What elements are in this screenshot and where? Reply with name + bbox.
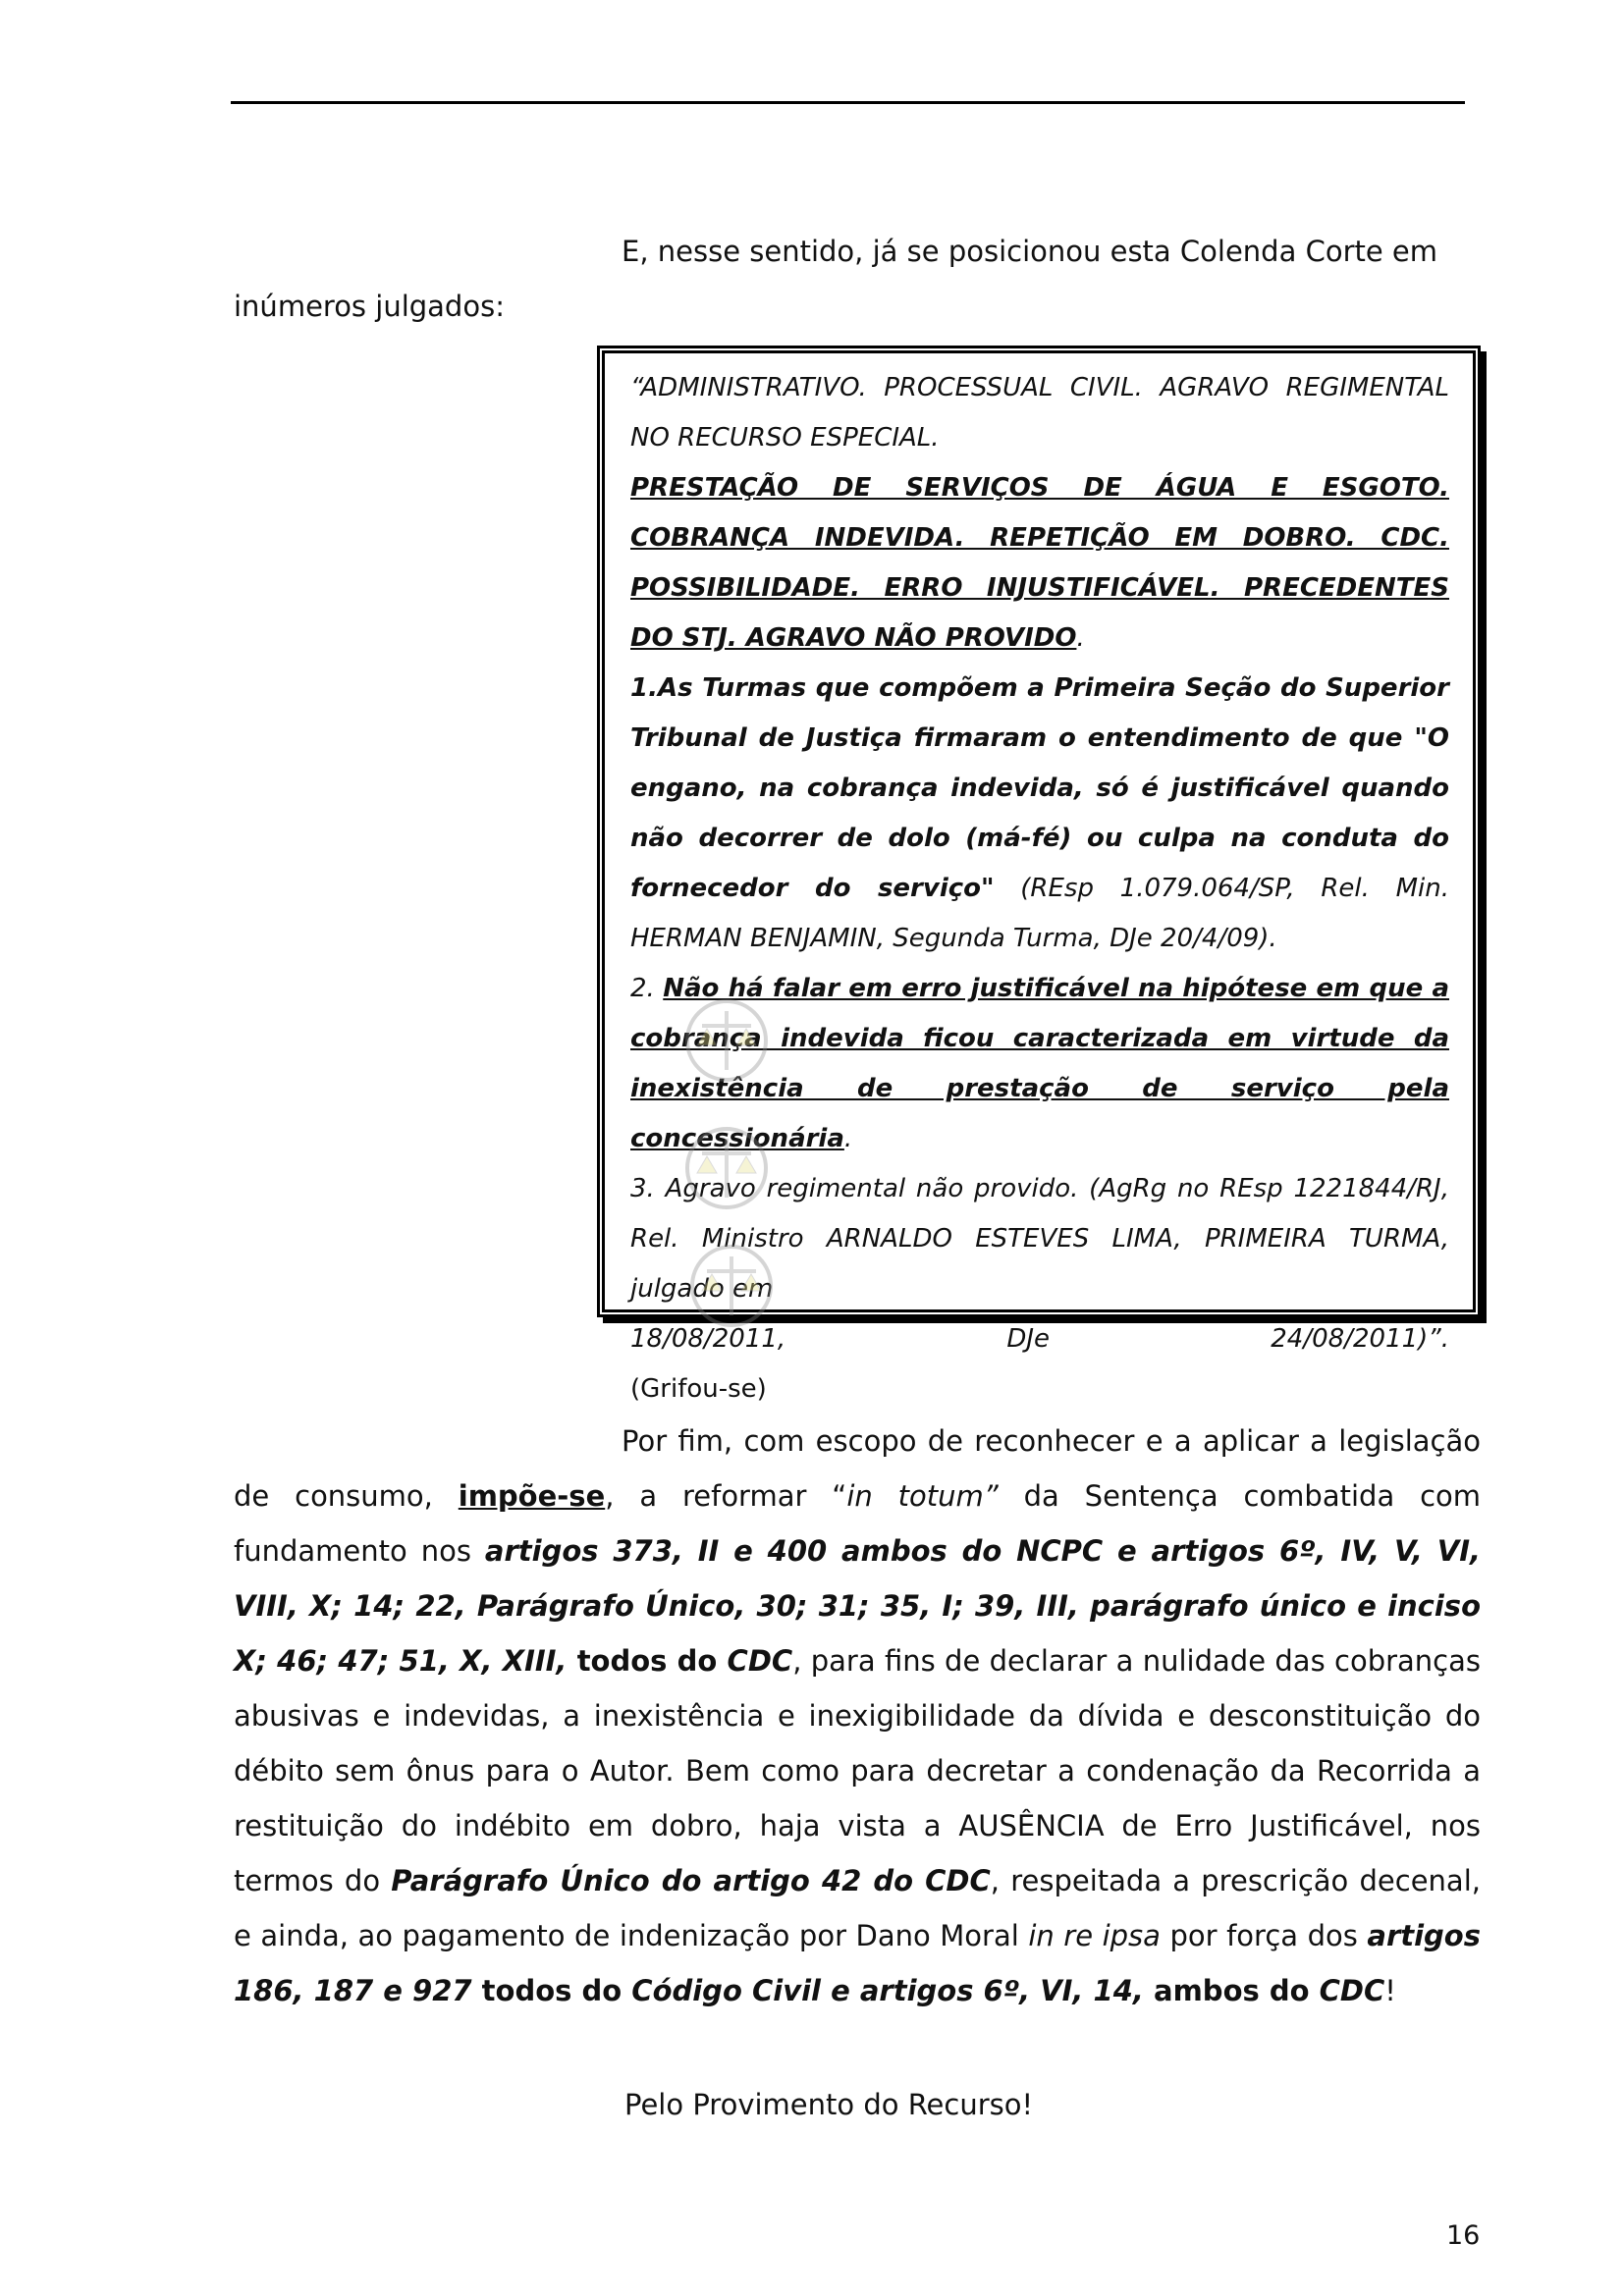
- watermark-logo: [682, 991, 771, 1094]
- closing-in-re-ipsa: in re ipsa: [1028, 1919, 1161, 1952]
- scales-of-justice-icon: [687, 1237, 776, 1335]
- quote-item-2-end: .: [843, 1124, 853, 1153]
- final-request: Pelo Provimento do Recurso!: [624, 2088, 1034, 2121]
- closing-articles-ncpc: artigos 373, II e 400 ambos do NCPC e artigos 6º, IV, V, VI, VIII, X; 14; 22, Parágrafo Único, 30; 31; 35, I; 39, III, parágrafo único e inciso X; 46; 47; 51, X, XIII,: [234, 1534, 1482, 1678]
- closing-articles-cc: artigos 186, 187 e 927: [234, 1919, 1481, 2007]
- closing-codigo-civil: Código Civil e artigos 6º, VI, 14,: [631, 1974, 1144, 2007]
- closing-paragraph: [234, 1414, 1481, 2018]
- quote-item-3: 3. Agravo regimental não provido. (AgRg no REsp 1221844/RJ, Rel. Ministro ARNALDO ESTEVES LIMA, PRIMEIRA TURMA, julgado em: [630, 1174, 1449, 1304]
- quote-item-2-num: 2.: [630, 974, 664, 1003]
- page-number: 16: [1446, 2220, 1481, 2251]
- quote-item-2-text: Não há falar em erro justificável na hipótese em que a cobrança indevida ficou caracterizada em virtude da inexistência de prestação de serviço pela concessionária: [630, 974, 1449, 1153]
- quote-ementa-end: .: [1076, 623, 1085, 653]
- scales-of-justice-icon: [682, 1119, 771, 1217]
- closing-text: !: [1384, 1974, 1396, 2007]
- quote-ementa-text: PRESTAÇÃO DE SERVIÇOS DE ÁGUA E ESGOTO. COBRANÇA INDEVIDA. REPETIÇÃO EM DOBRO. CDC. POSSIBILIDADE. ERRO INJUSTIFICÁVEL. PRECEDENTES DO STJ. AGRAVO NÃO PROVIDO: [630, 473, 1449, 653]
- closing-impoe-se: impõe-se: [458, 1479, 606, 1513]
- closing-text: por força dos: [1160, 1919, 1368, 1952]
- header-rule: [231, 101, 1465, 104]
- quote-item-1-text: 1.As Turmas que compõem a Primeira Seção do Superior Tribunal de Justiça firmaram o entendimento de que "O engano, na cobrança indevida, só é justificável quando não decorrer de dolo (má-fé) ou culpa na conduta do fornecedor do serviço": [630, 673, 1449, 903]
- scales-of-justice-icon: [682, 991, 771, 1090]
- intro-line-2: inúmeros julgados:: [234, 290, 505, 323]
- closing-cdc: CDC: [1319, 1974, 1385, 2007]
- closing-cdc: CDC: [727, 1644, 793, 1678]
- quote-dje-label: DJe: [1006, 1324, 1051, 1354]
- closing-text: da Sentença combatida com fundamento nos: [234, 1479, 1482, 1568]
- quote-item-1-ref: (REsp 1.079.064/SP, Rel. Min. HERMAN BENJAMIN, Segunda Turma, DJe 20/4/09).: [630, 874, 1449, 953]
- closing-text: , respeitada a prescrição decenal, e ainda, ao pagamento de indenização por Dano Moral: [234, 1864, 1481, 1952]
- closing-article-42: Parágrafo Único do artigo 42 do CDC: [391, 1864, 991, 1897]
- closing-in-totum: in totum”: [846, 1479, 999, 1513]
- quote-header: “ADMINISTRATIVO. PROCESSUAL CIVIL. AGRAVO REGIMENTAL NO RECURSO ESPECIAL.: [630, 373, 1449, 453]
- closing-text: , a reformar “: [605, 1479, 847, 1513]
- quote-date-dje: 24/08/2011)”.: [1271, 1324, 1449, 1354]
- closing-text: , para fins de declarar a nulidade das cobranças abusivas e indevidas, a inexistência e inexigibilidade da dívida e desconstituição do débito sem ônus para o Autor. Bem como para decretar a condenação da Recorrida a restituição do indébito em dobro, haja vista a AUSÊNCIA de Erro Justificável, nos termos do: [234, 1644, 1482, 1897]
- intro-line-1: E, nesse sentido, já se posicionou esta Colenda Corte em: [622, 235, 1438, 268]
- watermark-logo: [682, 1119, 771, 1221]
- closing-text-bold: todos do: [567, 1644, 728, 1678]
- closing-text-bold: todos do: [471, 1974, 632, 2007]
- closing-text: Por fim, com escopo de reconhecer e a aplicar a legislação de consumo,: [234, 1424, 1481, 1513]
- quote-item-1: [630, 664, 1449, 964]
- quote-ementa: [630, 463, 1449, 664]
- quote-date-julgado: 18/08/2011,: [630, 1324, 786, 1354]
- intro-paragraph: [234, 224, 1481, 334]
- watermark-logo: [687, 1237, 776, 1339]
- quote-grifo: (Grifou-se): [630, 1374, 767, 1404]
- closing-text-bold: ambos do: [1143, 1974, 1320, 2007]
